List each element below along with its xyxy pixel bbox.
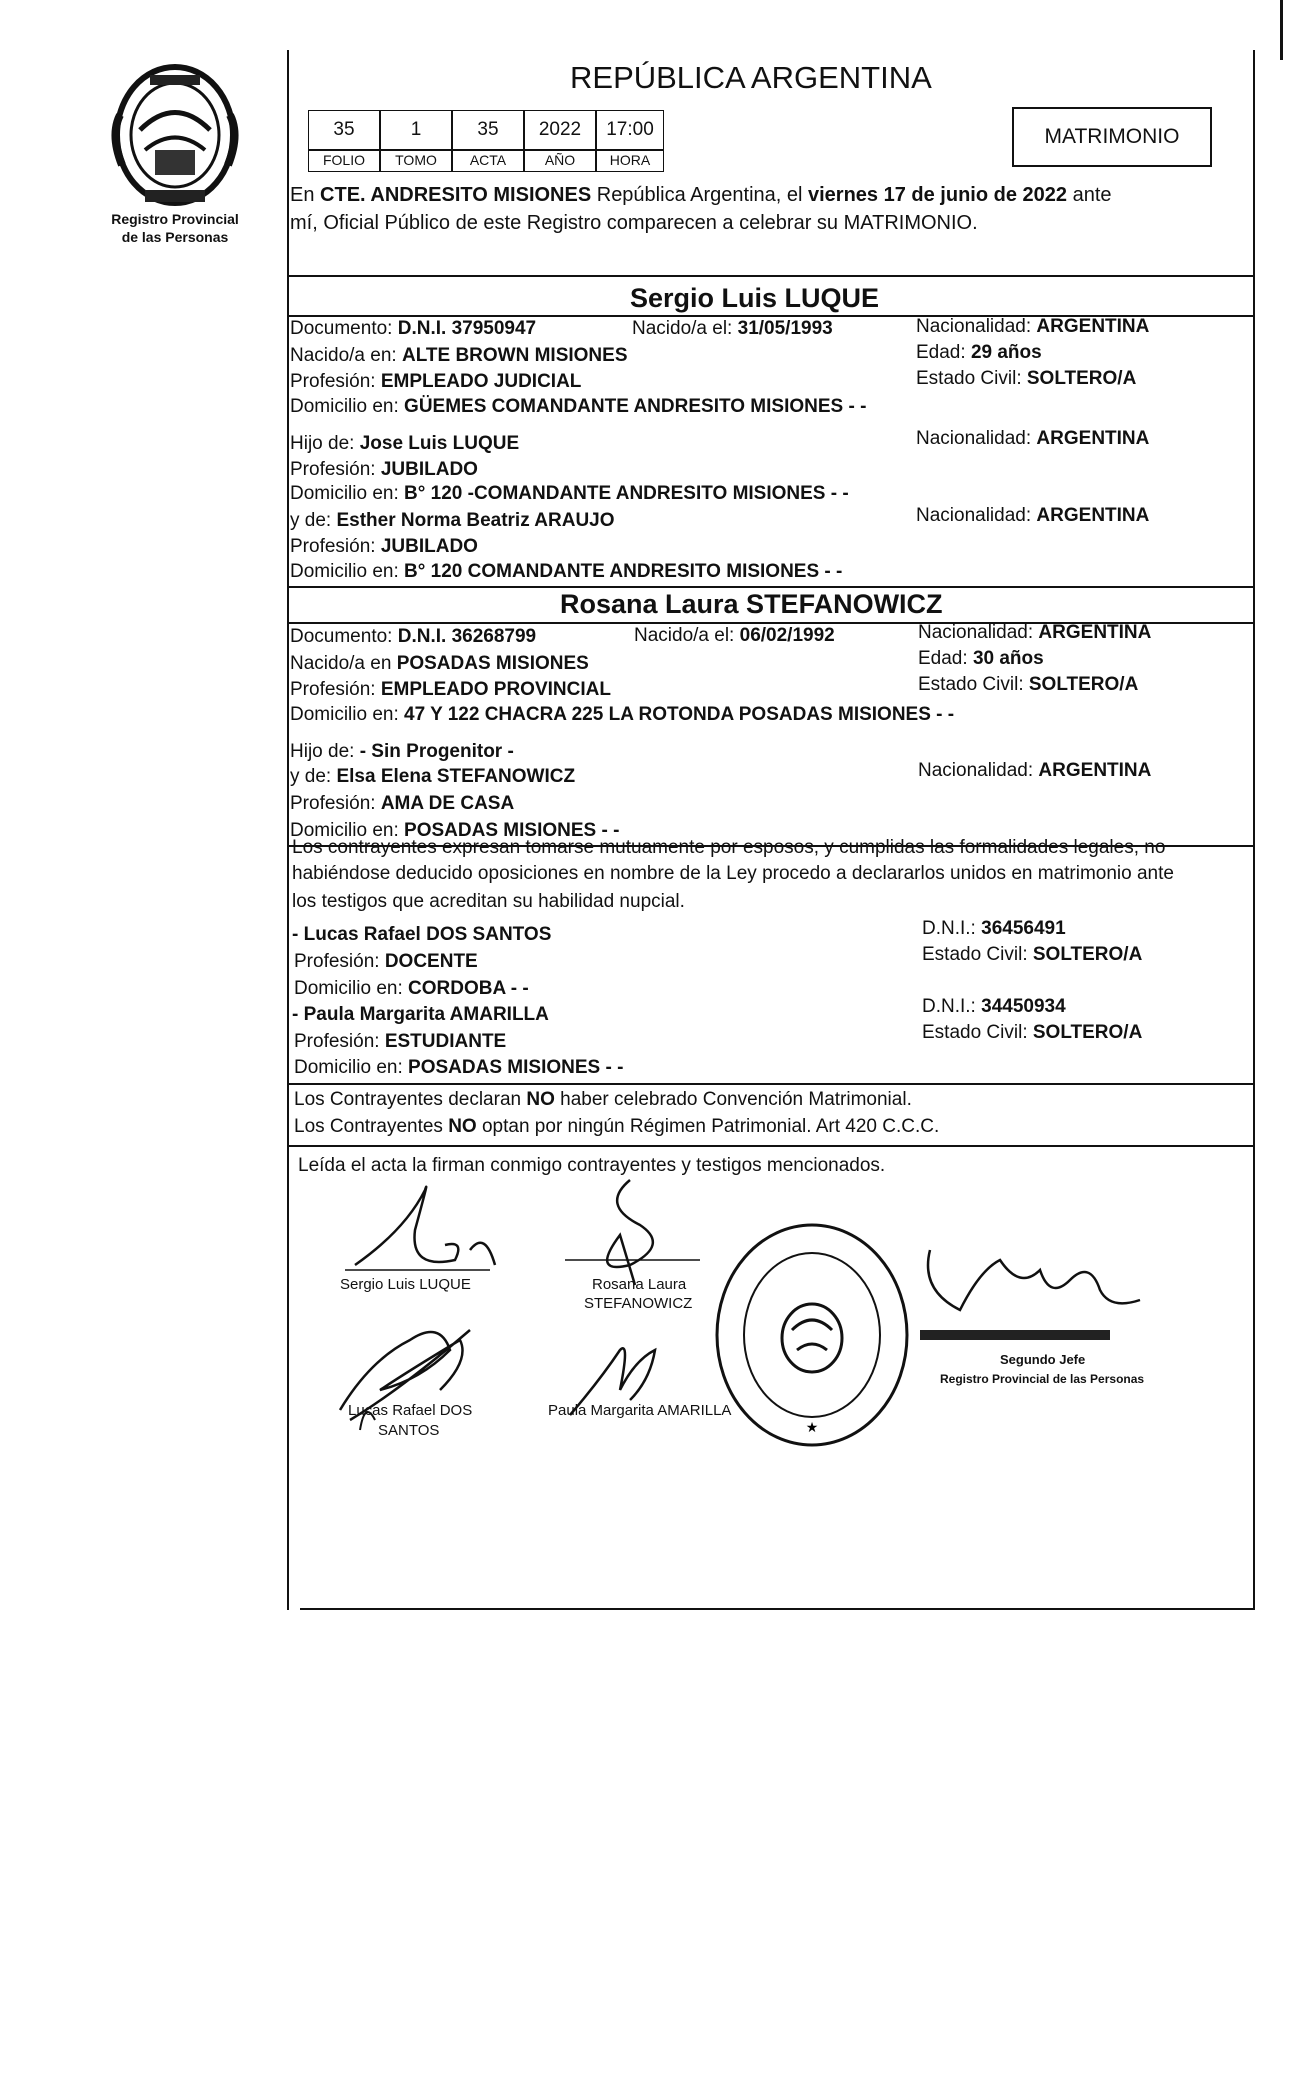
witness-1-name: - Lucas Rafael DOS SANTOS	[292, 924, 552, 945]
declaration-line-3: los testigos que acreditan su habilidad nupcial.	[292, 891, 685, 912]
bride-nationality: Nacionalidad: ARGENTINA	[918, 622, 1152, 643]
groom-birthdate: Nacido/a el: 31/05/1993	[632, 318, 833, 339]
witness-1-dni: D.N.I.: 36456491	[922, 918, 1066, 939]
svg-text:★: ★	[805, 1420, 819, 1436]
hour-value: 17:00	[596, 110, 664, 150]
declaration-line-1: Los contrayentes expresan tomarse mutuamente por esposos, y cumplidas las formalidades legales, no	[292, 837, 1166, 858]
tomo-value: 1	[380, 110, 452, 150]
record-grid	[308, 110, 664, 174]
groom-mother-address: Domicilio en: B° 120 COMANDANTE ANDRESITO MISIONES - -	[290, 561, 843, 582]
groom-nationality: Nacionalidad: ARGENTINA	[916, 316, 1150, 337]
groom-address: Domicilio en: GÜEMES COMANDANTE ANDRESITO MISIONES - -	[290, 396, 867, 417]
logo-caption-line2: de las Personas	[121, 229, 229, 245]
acta-label: ACTA	[452, 150, 524, 172]
groom-signature	[345, 1170, 515, 1290]
acta-value: 35	[452, 110, 524, 150]
groom-mother: y de: Esther Norma Beatriz ARAUJO	[290, 510, 615, 531]
official-signature	[900, 1230, 1160, 1370]
groom-document: Documento: D.N.I. 37950947	[290, 318, 537, 339]
official-stamp	[712, 1220, 912, 1450]
bride-civil-status: Estado Civil: SOLTERO/A	[918, 674, 1139, 695]
intro-line-1: En CTE. ANDRESITO MISIONES República Argentina, el viernes 17 de junio de 2022 ante	[290, 184, 1112, 206]
witness-2-address: Domicilio en: POSADAS MISIONES - -	[294, 1057, 624, 1078]
folio-label: FOLIO	[308, 150, 380, 172]
frame-left	[287, 50, 289, 1610]
witness-2-signature-caption: Paula Margarita AMARILLA	[548, 1402, 732, 1419]
country-title: REPÚBLICA ARGENTINA	[570, 60, 932, 95]
frame-right	[1253, 50, 1255, 1610]
bride-profession: Profesión: EMPLEADO PROVINCIAL	[290, 679, 611, 700]
declaration-line-2: habiéndose deducido oposiciones en nombre de la Ley procedo a declararlos unidos en matrimonio ante	[292, 863, 1174, 884]
witness-1-address: Domicilio en: CORDOBA - -	[294, 978, 529, 999]
divider-convention-bottom	[287, 1145, 1255, 1147]
year-value: 2022	[524, 110, 596, 150]
witness-2-civil-status: Estado Civil: SOLTERO/A	[922, 1022, 1143, 1043]
groom-birthplace: Nacido/a en: ALTE BROWN MISIONES	[290, 345, 628, 366]
bride-mother-profession: Profesión: AMA DE CASA	[290, 793, 515, 814]
official-registry: Registro Provincial de las Personas	[940, 1372, 1145, 1386]
registry-stamp-icon	[712, 1220, 912, 1450]
witness-1-civil-status: Estado Civil: SOLTERO/A	[922, 944, 1143, 965]
year-label: AÑO	[524, 150, 596, 172]
folio-value: 35	[308, 110, 380, 150]
groom-profession: Profesión: EMPLEADO JUDICIAL	[290, 371, 582, 392]
bride-age: Edad: 30 años	[918, 648, 1044, 669]
page-right-edge	[1280, 0, 1283, 60]
groom-signature-caption: Sergio Luis LUQUE	[340, 1276, 471, 1293]
witness-2-dni: D.N.I.: 34450934	[922, 996, 1066, 1017]
bride-mother: y de: Elsa Elena STEFANOWICZ	[290, 766, 576, 787]
record-type-box	[1012, 107, 1212, 167]
witness-2-name: - Paula Margarita AMARILLA	[292, 1004, 549, 1025]
hour-label: HORA	[596, 150, 664, 172]
intro-line-2: mí, Oficial Público de este Registro comparecen a celebrar su MATRIMONIO.	[290, 212, 978, 234]
bride-signature-caption-1: Rosana Laura	[592, 1276, 687, 1293]
convention-line-2: Los Contrayentes NO optan por ningún Régimen Patrimonial. Art 420 C.C.C.	[294, 1116, 940, 1137]
witness-2-profession: Profesión: ESTUDIANTE	[294, 1031, 507, 1052]
groom-name: Sergio Luis LUQUE	[630, 283, 880, 313]
groom-father-address: Domicilio en: B° 120 -COMANDANTE ANDRESITO MISIONES - -	[290, 483, 849, 504]
bride-mother-nationality: Nacionalidad: ARGENTINA	[918, 760, 1152, 781]
groom-father-profession: Profesión: JUBILADO	[290, 459, 478, 480]
logo-caption-line1: Registro Provincial	[111, 211, 239, 227]
record-type-label: MATRIMONIO	[1044, 125, 1180, 148]
witness-1-signature-caption-1: Lucas Rafael DOS	[348, 1402, 473, 1419]
tomo-label: TOMO	[380, 150, 452, 172]
groom-father: Hijo de: Jose Luis LUQUE	[290, 433, 520, 454]
divider-header	[287, 275, 1255, 277]
bride-signature-caption-2: STEFANOWICZ	[584, 1295, 693, 1312]
witness-1-profession: Profesión: DOCENTE	[294, 951, 478, 972]
groom-age: Edad: 29 años	[916, 342, 1042, 363]
groom-mother-profession: Profesión: JUBILADO	[290, 536, 478, 557]
province-seal-icon	[100, 55, 250, 215]
bride-birthplace: Nacido/a en POSADAS MISIONES	[290, 653, 589, 674]
divider-groom-bottom	[287, 586, 1255, 588]
groom-civil-status: Estado Civil: SOLTERO/A	[916, 368, 1137, 389]
witness-1-signature-caption-2: SANTOS	[378, 1422, 440, 1439]
bride-birthdate: Nacido/a el: 06/02/1992	[634, 625, 835, 646]
reading-statement: Leída el acta la firman conmigo contrayentes y testigos mencionados.	[298, 1155, 886, 1176]
official-title: Segundo Jefe	[1000, 1352, 1086, 1367]
bride-father: Hijo de: - Sin Progenitor -	[290, 741, 514, 762]
convention-line-1: Los Contrayentes declaran NO haber celebrado Convención Matrimonial.	[294, 1089, 912, 1110]
frame-bottom	[300, 1608, 1255, 1610]
groom-mother-nationality: Nacionalidad: ARGENTINA	[916, 505, 1150, 526]
groom-father-nationality: Nacionalidad: ARGENTINA	[916, 428, 1150, 449]
bride-name: Rosana Laura STEFANOWICZ	[560, 589, 943, 619]
bride-mother-address: Domicilio en: POSADAS MISIONES - -	[290, 820, 620, 841]
bride-document: Documento: D.N.I. 36268799	[290, 626, 537, 647]
divider-witnesses-bottom	[287, 1083, 1255, 1085]
bride-address: Domicilio en: 47 Y 122 CHACRA 225 LA ROTONDA POSADAS MISIONES - -	[290, 704, 955, 725]
registry-logo	[100, 55, 250, 255]
